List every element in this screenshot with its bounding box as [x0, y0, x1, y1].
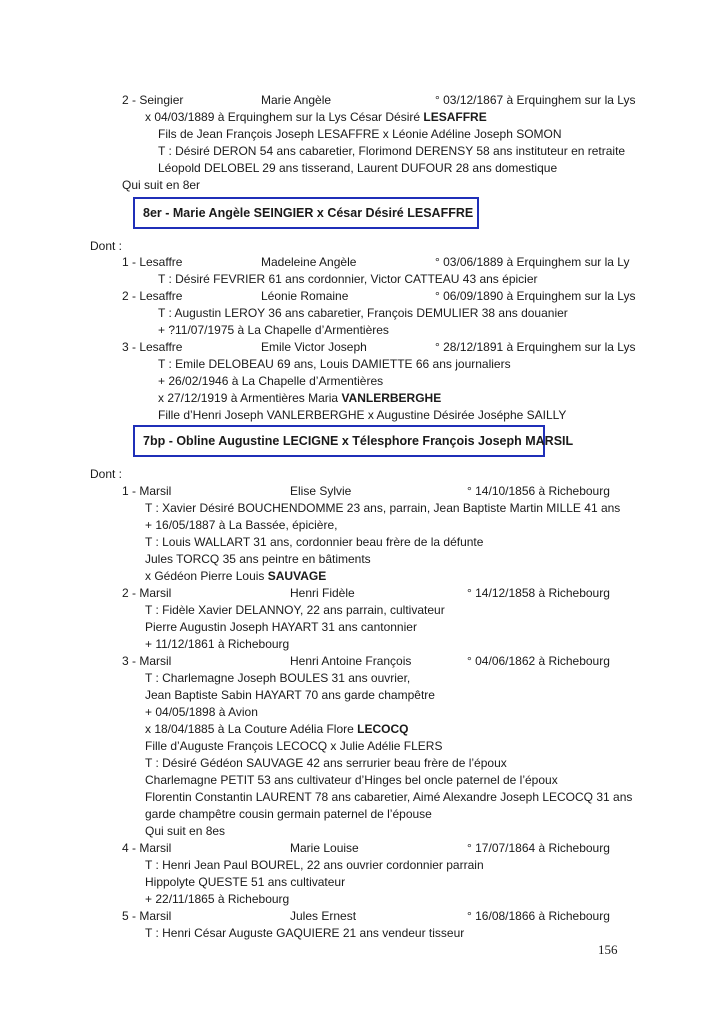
witness-line: T : Désiré FEVRIER 61 ans cordonnier, Victor CATTEAU 43 ans épicier	[158, 272, 538, 286]
entry-names: Léonie Romaine	[261, 289, 349, 303]
witness-line: T : Emile DELOBEAU 69 ans, Louis DAMIETTE 66 ans journaliers	[158, 357, 511, 371]
detail-line: + 16/05/1887 à La Bassée, épicière,	[145, 518, 338, 532]
entry-names: Elise Sylvie	[290, 484, 352, 498]
entry-birth: ° 04/06/1862 à Richebourg	[467, 654, 610, 668]
parents-line: Fils de Jean François Joseph LESAFFRE x Léonie Adéline Joseph SOMON	[158, 127, 562, 141]
dont-label: Dont :	[90, 239, 123, 253]
detail-line: T : Désiré Gédéon SAUVAGE 42 ans serrurier beau frère de l’époux	[145, 756, 507, 770]
entry-names: Henri Antoine François	[290, 654, 412, 668]
detail-line: T : Xavier Désiré BOUCHENDOMME 23 ans, parrain, Jean Baptiste Martin MILLE 41 ans	[145, 501, 621, 515]
detail-line: garde champêtre cousin germain paternel de l’épouse	[145, 807, 432, 821]
detail-line: + 11/12/1861 à Richebourg	[145, 637, 290, 651]
detail-line: T : Fidèle Xavier DELANNOY, 22 ans parrain, cultivateur	[145, 603, 445, 617]
death-line: + ?11/07/1975 à La Chapelle d’Armentières	[158, 323, 389, 337]
follows-line: Qui suit en 8es	[145, 824, 226, 838]
entry-number: 1 - Marsil	[122, 484, 172, 498]
entry-number: 3 - Marsil	[122, 654, 172, 668]
marriage-line: x 04/03/1889 à Erquinghem sur la Lys César Désiré LESAFFRE	[145, 110, 487, 124]
entry-birth: ° 16/08/1866 à Richebourg	[467, 909, 610, 923]
entry-names: Marie Angèle	[261, 93, 332, 107]
detail-line: Charlemagne PETIT 53 ans cultivateur d’Hinges bel oncle paternel de l’époux	[145, 773, 558, 787]
entry-birth: ° 03/12/1867 à Erquinghem sur la Lys	[435, 93, 636, 107]
entry-number: 3 - Lesaffre	[122, 340, 183, 354]
entry-number: 2 - Seingier	[122, 93, 184, 107]
detail-line: T : Henri César Auguste GAQUIERE 21 ans vendeur tisseur	[145, 926, 465, 940]
death-line: + 26/02/1946 à La Chapelle d’Armentières	[158, 374, 384, 388]
entry-birth: ° 03/06/1889 à Erquinghem sur la Ly	[435, 255, 630, 269]
detail-line: Pierre Augustin Joseph HAYART 31 ans cantonnier	[145, 620, 417, 634]
entry-birth: ° 06/09/1890 à Erquinghem sur la Lys	[435, 289, 636, 303]
entry-number: 4 - Marsil	[122, 841, 172, 855]
detail-line: Fille d’Auguste François LECOCQ x Julie Adélie FLERS	[145, 739, 443, 753]
witness-line: T : Augustin LEROY 36 ans cabaretier, François DEMULIER 38 ans douanier	[158, 306, 568, 320]
detail-line: Florentin Constantin LAURENT 78 ans cabaretier, Aimé Alexandre Joseph LECOCQ 31 ans	[145, 790, 633, 804]
marriage-line: x 27/12/1919 à Armentières Maria VANLERBERGHE	[158, 391, 442, 405]
detail-line: Jules TORCQ 35 ans peintre en bâtiments	[145, 552, 371, 566]
entry-birth: ° 14/10/1856 à Richebourg	[467, 484, 610, 498]
parents-line: Fille d’Henri Joseph VANLERBERGHE x Augustine Désirée Joséphe SAILLY	[158, 408, 567, 422]
witness-line: T : Désiré DERON 54 ans cabaretier, Florimond DERENSY 58 ans instituteur en retraite	[158, 144, 626, 158]
detail-line: Hippolyte QUESTE 51 ans cultivateur	[145, 875, 346, 889]
page-number: 156	[598, 942, 618, 957]
entry-birth: ° 28/12/1891 à Erquinghem sur la Lys	[435, 340, 636, 354]
entry-number: 1 - Lesaffre	[122, 255, 183, 269]
entry-number: 5 - Marsil	[122, 909, 172, 923]
entry-names: Henri Fidèle	[290, 586, 355, 600]
entry-birth: ° 17/07/1864 à Richebourg	[467, 841, 610, 855]
entry-names: Marie Louise	[290, 841, 359, 855]
couple-heading-box: 7bp - Obline Augustine LECIGNE x Télesphore François Joseph MARSIL	[133, 425, 545, 457]
detail-line: + 22/11/1865 à Richebourg	[145, 892, 290, 906]
detail-line: Jean Baptiste Sabin HAYART 70 ans garde champêtre	[145, 688, 435, 702]
detail-line: + 04/05/1898 à Avion	[145, 705, 258, 719]
entry-number: 2 - Marsil	[122, 586, 172, 600]
detail-line: T : Louis WALLART 31 ans, cordonnier beau frère de la défunte	[145, 535, 484, 549]
follows-line: Qui suit en 8er	[122, 178, 201, 192]
entry-names: Emile Victor Joseph	[261, 340, 367, 354]
detail-line: T : Charlemagne Joseph BOULES 31 ans ouvrier,	[145, 671, 411, 685]
entry-names: Jules Ernest	[290, 909, 357, 923]
entry-number: 2 - Lesaffre	[122, 289, 183, 303]
couple-heading-box: 8er - Marie Angèle SEINGIER x César Désiré LESAFFRE	[133, 197, 479, 229]
marriage-line: x Gédéon Pierre Louis SAUVAGE	[145, 569, 327, 583]
entry-birth: ° 14/12/1858 à Richebourg	[467, 586, 610, 600]
dont-label: Dont :	[90, 467, 123, 481]
witness-line: Léopold DELOBEL 29 ans tisserand, Laurent DUFOUR 28 ans domestique	[158, 161, 558, 175]
detail-line: T : Henri Jean Paul BOUREL, 22 ans ouvrier cordonnier parrain	[145, 858, 484, 872]
marriage-line: x 18/04/1885 à La Couture Adélia Flore LECOCQ	[145, 722, 409, 736]
entry-names: Madeleine Angèle	[261, 255, 357, 269]
